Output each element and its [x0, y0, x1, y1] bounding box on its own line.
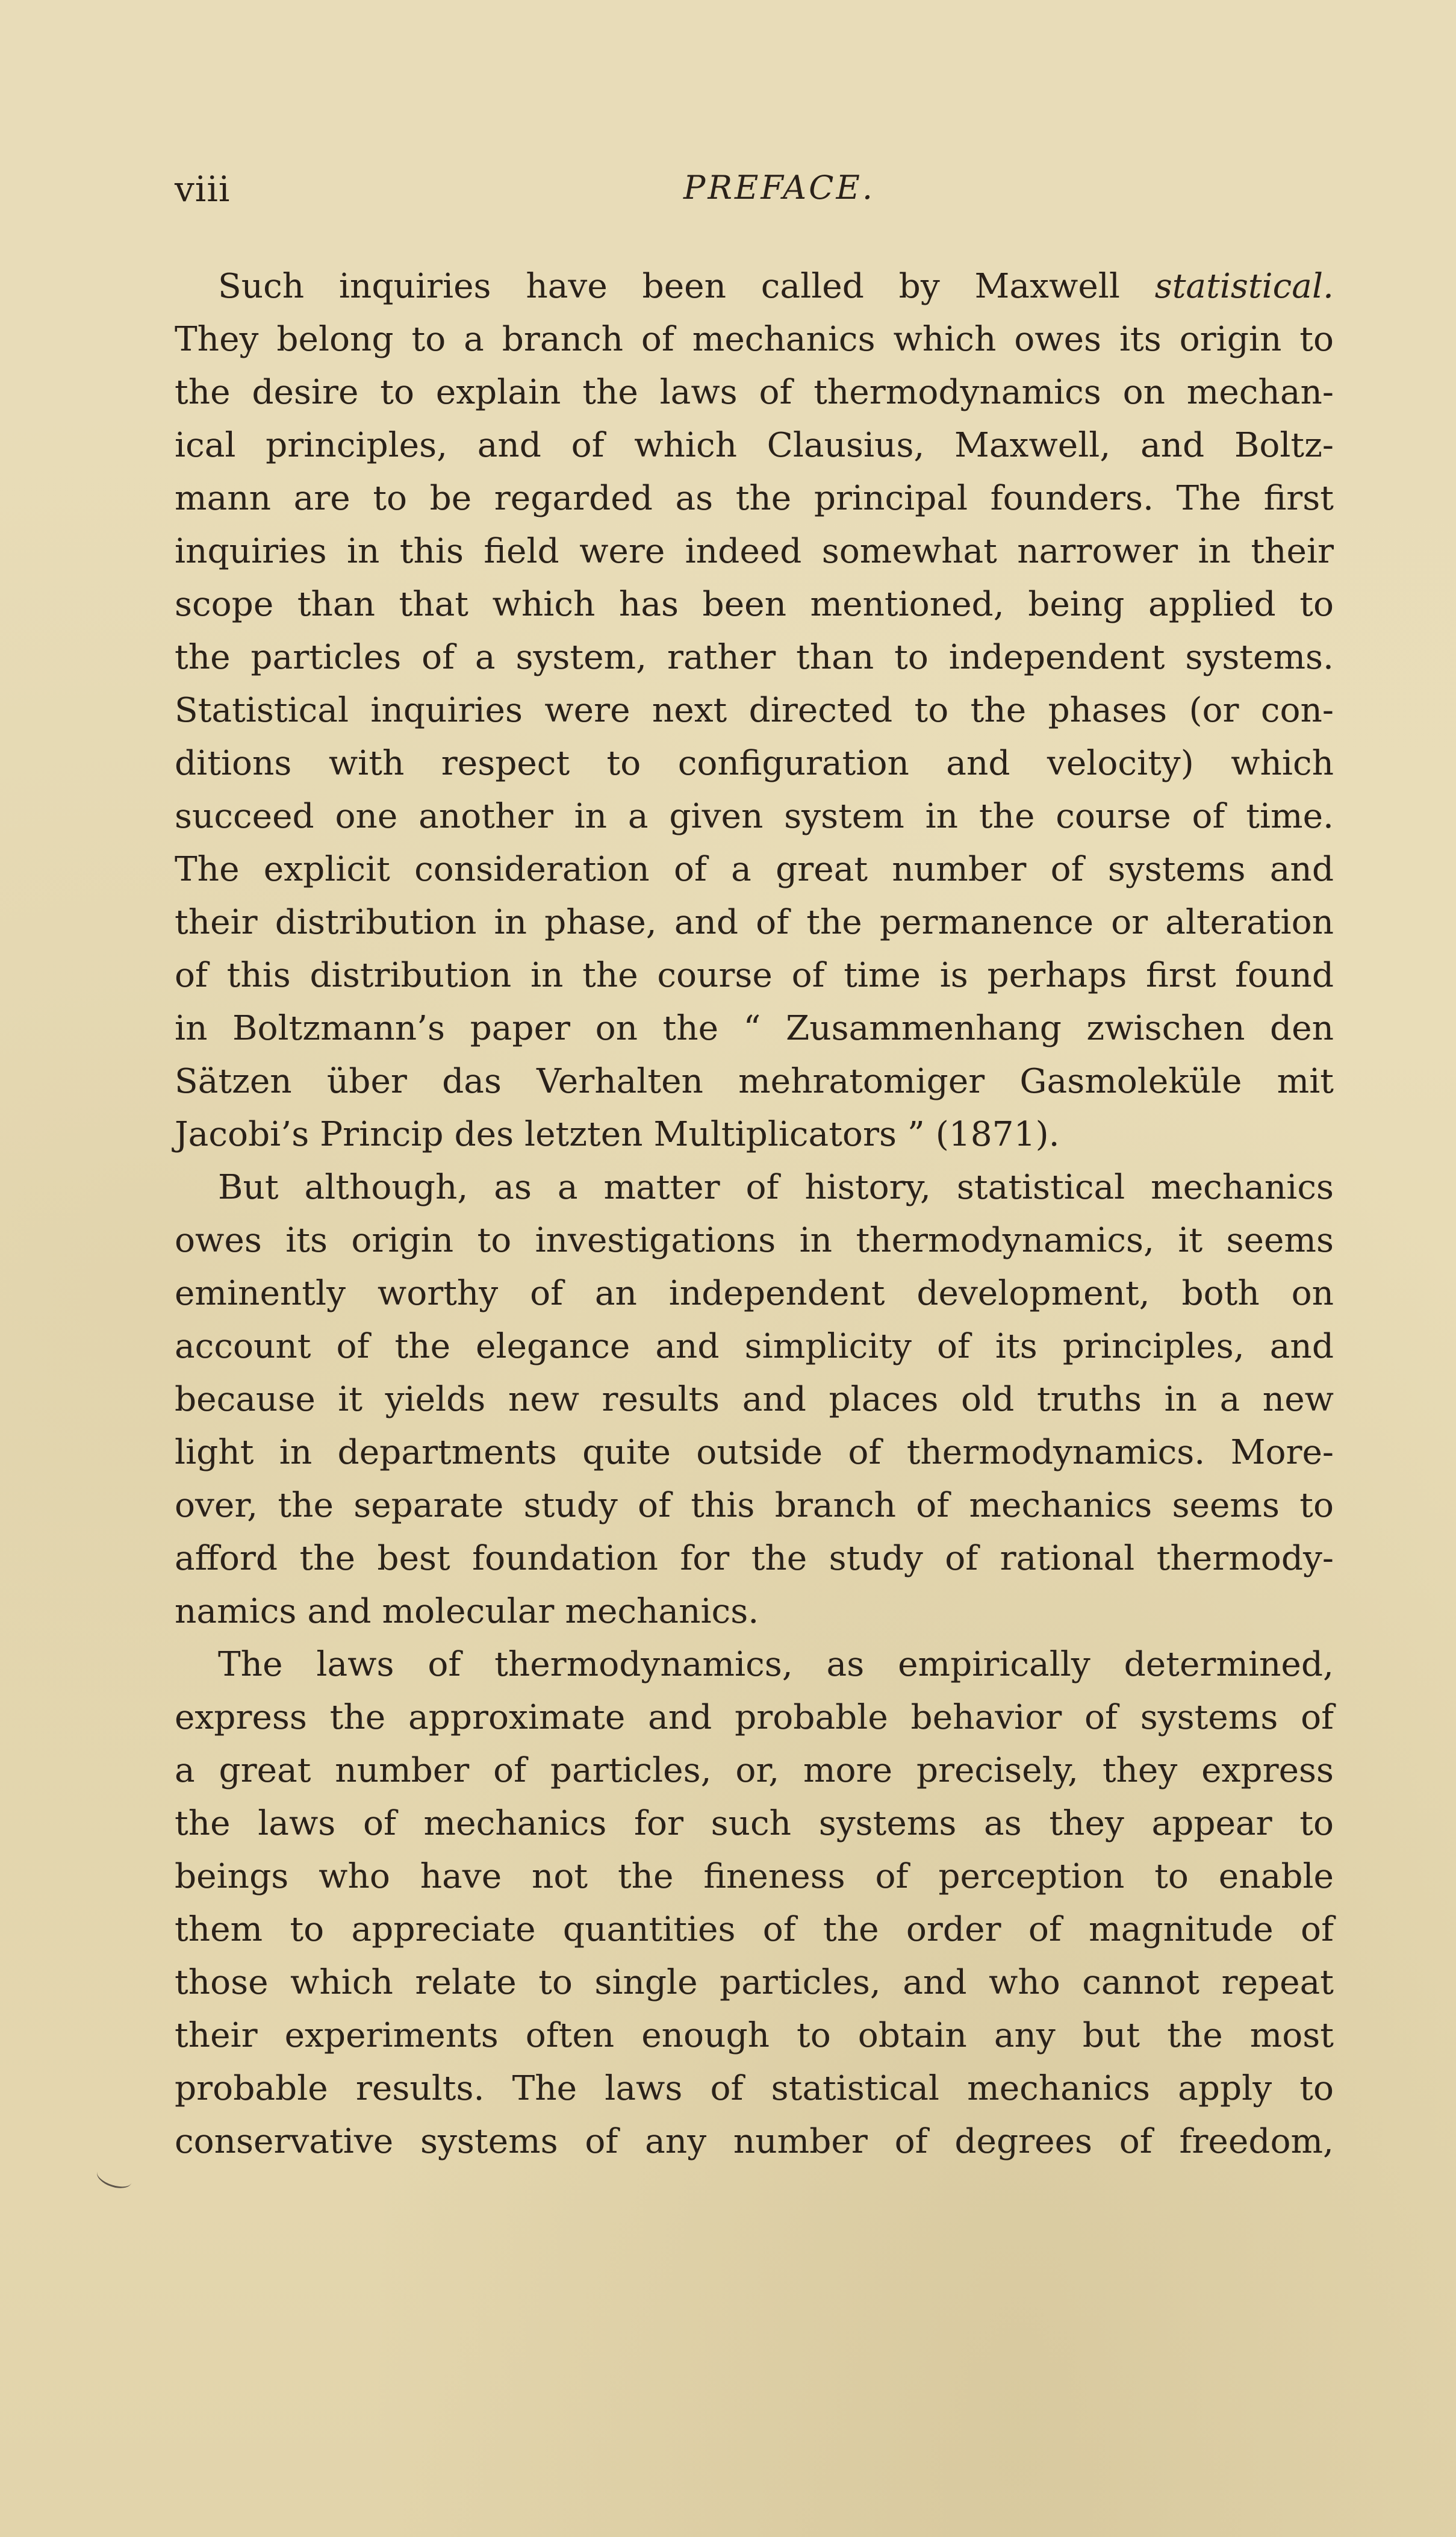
text-line: a great number of particles, or, more precisely, they express: [175, 1751, 1334, 1790]
text-line: Jacobi’s Princip des letzten Multiplicators ” (1871).: [175, 1115, 1060, 1154]
text-line: the particles of a system, rather than to independent systems.: [175, 638, 1334, 677]
text-line: eminently worthy of an independent development, both on: [175, 1274, 1334, 1313]
text-line: They belong to a branch of mechanics which owes its origin to: [175, 320, 1334, 359]
text-line: owes its origin to investigations in thermodynamics, it seems: [175, 1221, 1334, 1260]
text-line: succeed one another in a given system in the course of time.: [175, 797, 1334, 836]
text-line: conservative systems of any number of degrees of freedom,: [175, 2122, 1334, 2161]
text-line: their experiments often enough to obtain any but the most: [175, 2016, 1334, 2055]
paragraph-3: [175, 1638, 1334, 2168]
text-line: probable results. The laws of statistical mechanics apply to: [175, 2069, 1334, 2108]
text-line: light in departments quite outside of thermodynamics. More-: [175, 1433, 1334, 1472]
text-line: over, the separate study of this branch of mechanics seems to: [175, 1486, 1334, 1525]
text-line: afford the best foundation for the study of rational thermody-: [175, 1539, 1334, 1578]
text-line: Sätzen über das Verhalten mehratomiger Gasmoleküle mit: [175, 1062, 1334, 1101]
text-line: their distribution in phase, and of the permanence or alteration: [175, 903, 1334, 942]
text-line: those which relate to single particles, and who cannot repeat: [175, 1963, 1334, 2002]
text-line: account of the elegance and simplicity of its principles, and: [175, 1327, 1334, 1366]
text-line: them to appreciate quantities of the order of magnitude of: [175, 1910, 1334, 1949]
text-line: in Boltzmann’s paper on the “ Zusammenhang zwischen den: [175, 1009, 1334, 1048]
running-head: [175, 169, 1334, 217]
text-line: the laws of mechanics for such systems as they appear to: [175, 1804, 1334, 1843]
body-text: [175, 260, 1334, 2168]
text-line: express the approximate and probable behavior of systems of: [175, 1698, 1334, 1737]
text-line: ditions with respect to configuration and velocity) which: [175, 744, 1334, 783]
text-line: [175, 260, 1334, 313]
book-page: [175, 169, 1334, 2168]
text-line: inquiries in this field were indeed somewhat narrower in their: [175, 532, 1334, 571]
italic-term: statistical.: [1154, 267, 1334, 306]
text-line: of this distribution in the course of time is perhaps first found: [175, 956, 1334, 995]
page-number: viii: [175, 169, 231, 210]
text-line: The explicit consideration of a great number of systems and: [175, 850, 1334, 889]
text-line: because it yields new results and places old truths in a new: [175, 1380, 1334, 1419]
text-line: mann are to be regarded as the principal founders. The first: [175, 479, 1334, 518]
paragraph-2: [175, 1161, 1334, 1638]
text-line: But although, as a matter of history, statistical mechanics: [218, 1168, 1334, 1207]
text-line: The laws of thermodynamics, as empirically determined,: [218, 1645, 1334, 1684]
ink-mark: [94, 2162, 134, 2192]
paragraph-1: [175, 260, 1334, 1161]
text-line: beings who have not the fineness of perception to enable: [175, 1857, 1334, 1896]
text-line: namics and molecular mechanics.: [175, 1592, 759, 1631]
text-line: Statistical inquiries were next directed to the phases (or con-: [175, 691, 1334, 730]
running-title: PREFACE.: [683, 169, 876, 207]
text-line: ical principles, and of which Clausius, Maxwell, and Boltz-: [175, 426, 1334, 465]
text-span: Such inquiries have been called by Maxwell: [218, 267, 1155, 306]
text-line: scope than that which has been mentioned, being applied to: [175, 585, 1334, 624]
text-line: the desire to explain the laws of thermodynamics on mechan-: [175, 373, 1334, 412]
